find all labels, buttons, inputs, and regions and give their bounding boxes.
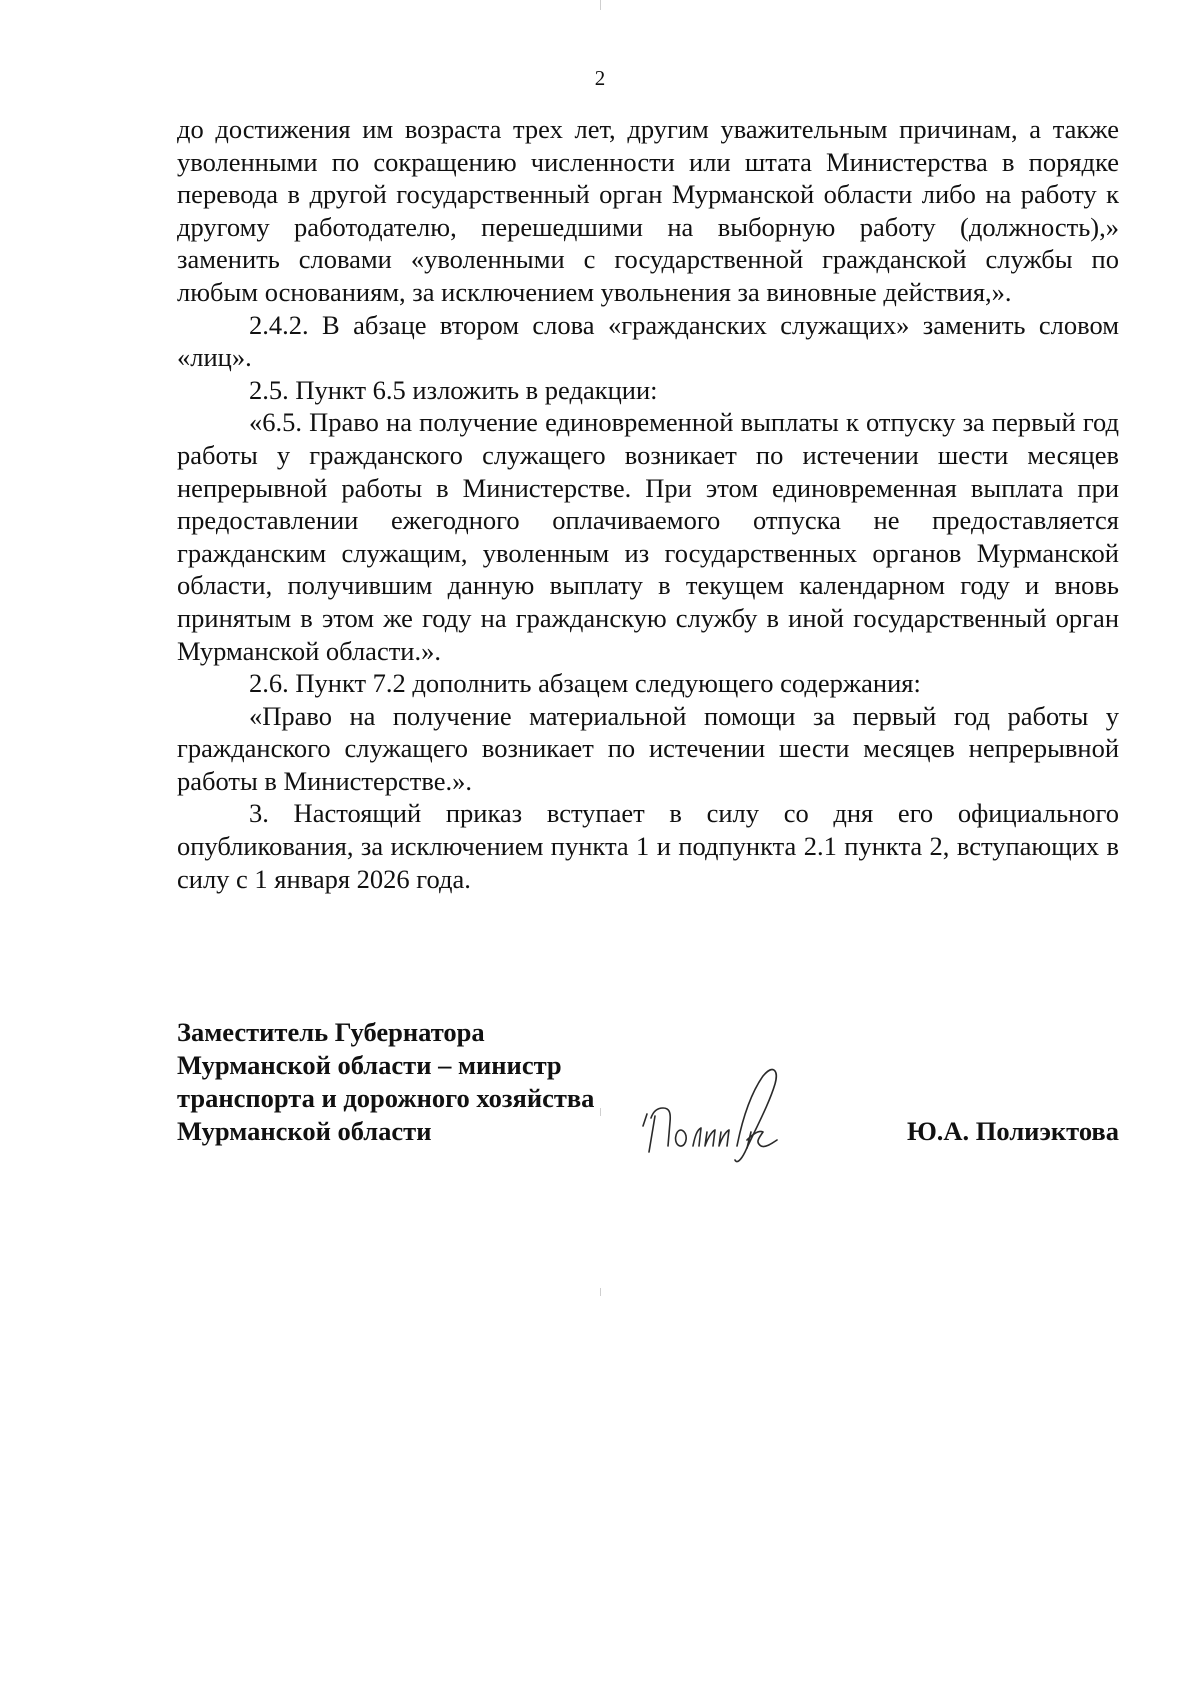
paragraph-2-4-2: 2.4.2. В абзаце втором слова «гражданских служащих» заменить словом «лиц». [177, 309, 1119, 373]
signatory-title-line: Мурманской области [177, 1116, 432, 1146]
paragraph-7-2-text: «Право на получение материальной помощи за первый год работы у гражданского служащего возникает по истечении шести месяцев непрерывной работы в Министерстве.». [177, 700, 1119, 796]
paragraph-2-6: 2.6. Пункт 7.2 дополнить абзацем следующего содержания: [249, 668, 921, 699]
signatory-title-line: транспорта и дорожного хозяйства [177, 1083, 595, 1113]
signatory-name: Ю.А. Полиэктова [906, 1116, 1119, 1146]
signatory-title-line: Мурманской области – министр [177, 1050, 562, 1080]
handwritten-signature [637, 1056, 837, 1166]
scan-artifact [600, 1108, 601, 1116]
paragraph-2-5: 2.5. Пункт 6.5 изложить в редакции: [249, 374, 658, 405]
paragraph-continuation: до достижения им возраста трех лет, другим уважительным причинам, а также уволенными по сокращению численности или штата Министерства в порядке перевода в другой государственный орган Мурманской области либо на работу к другому работодателю, перешедшими на выборную работу (должность),» заменить словами «уволенными с государственной гражданской службы по любым основаниям, за исключением увольнения за виновные действия,». [177, 114, 1119, 307]
paragraph-3: 3. Настоящий приказ вступает в силу со дня его официального опубликования, за исключением пункта 1 и подпункта 2.1 пункта 2, вступающих в силу с 1 января 2026 года. [177, 798, 1119, 894]
signatory-title-line: Заместитель Губернатора [177, 1017, 485, 1047]
scan-artifact [600, 0, 601, 10]
paragraph-6-5-text: «6.5. Право на получение единовременной выплаты к отпуску за первый год работы у гражданского служащего возникает по истечении шести месяцев непрерывной работы в Министерстве. При этом единовременная выплата при предоставлении ежегодного оплачиваемого отпуска не предоставляется гражданским служащим, уволенным из государственных органов Мурманской области, получившим данную выплату в текущем календарном году и вновь принятым в этом же году на гражданскую службу в иной государственный орган Мурманской области.». [177, 407, 1119, 666]
scan-artifact [600, 1288, 601, 1296]
page-number: 2 [594, 66, 606, 90]
document-body [177, 113, 1119, 895]
signatory-title [177, 1016, 594, 1148]
signature-block [177, 1016, 1119, 1176]
